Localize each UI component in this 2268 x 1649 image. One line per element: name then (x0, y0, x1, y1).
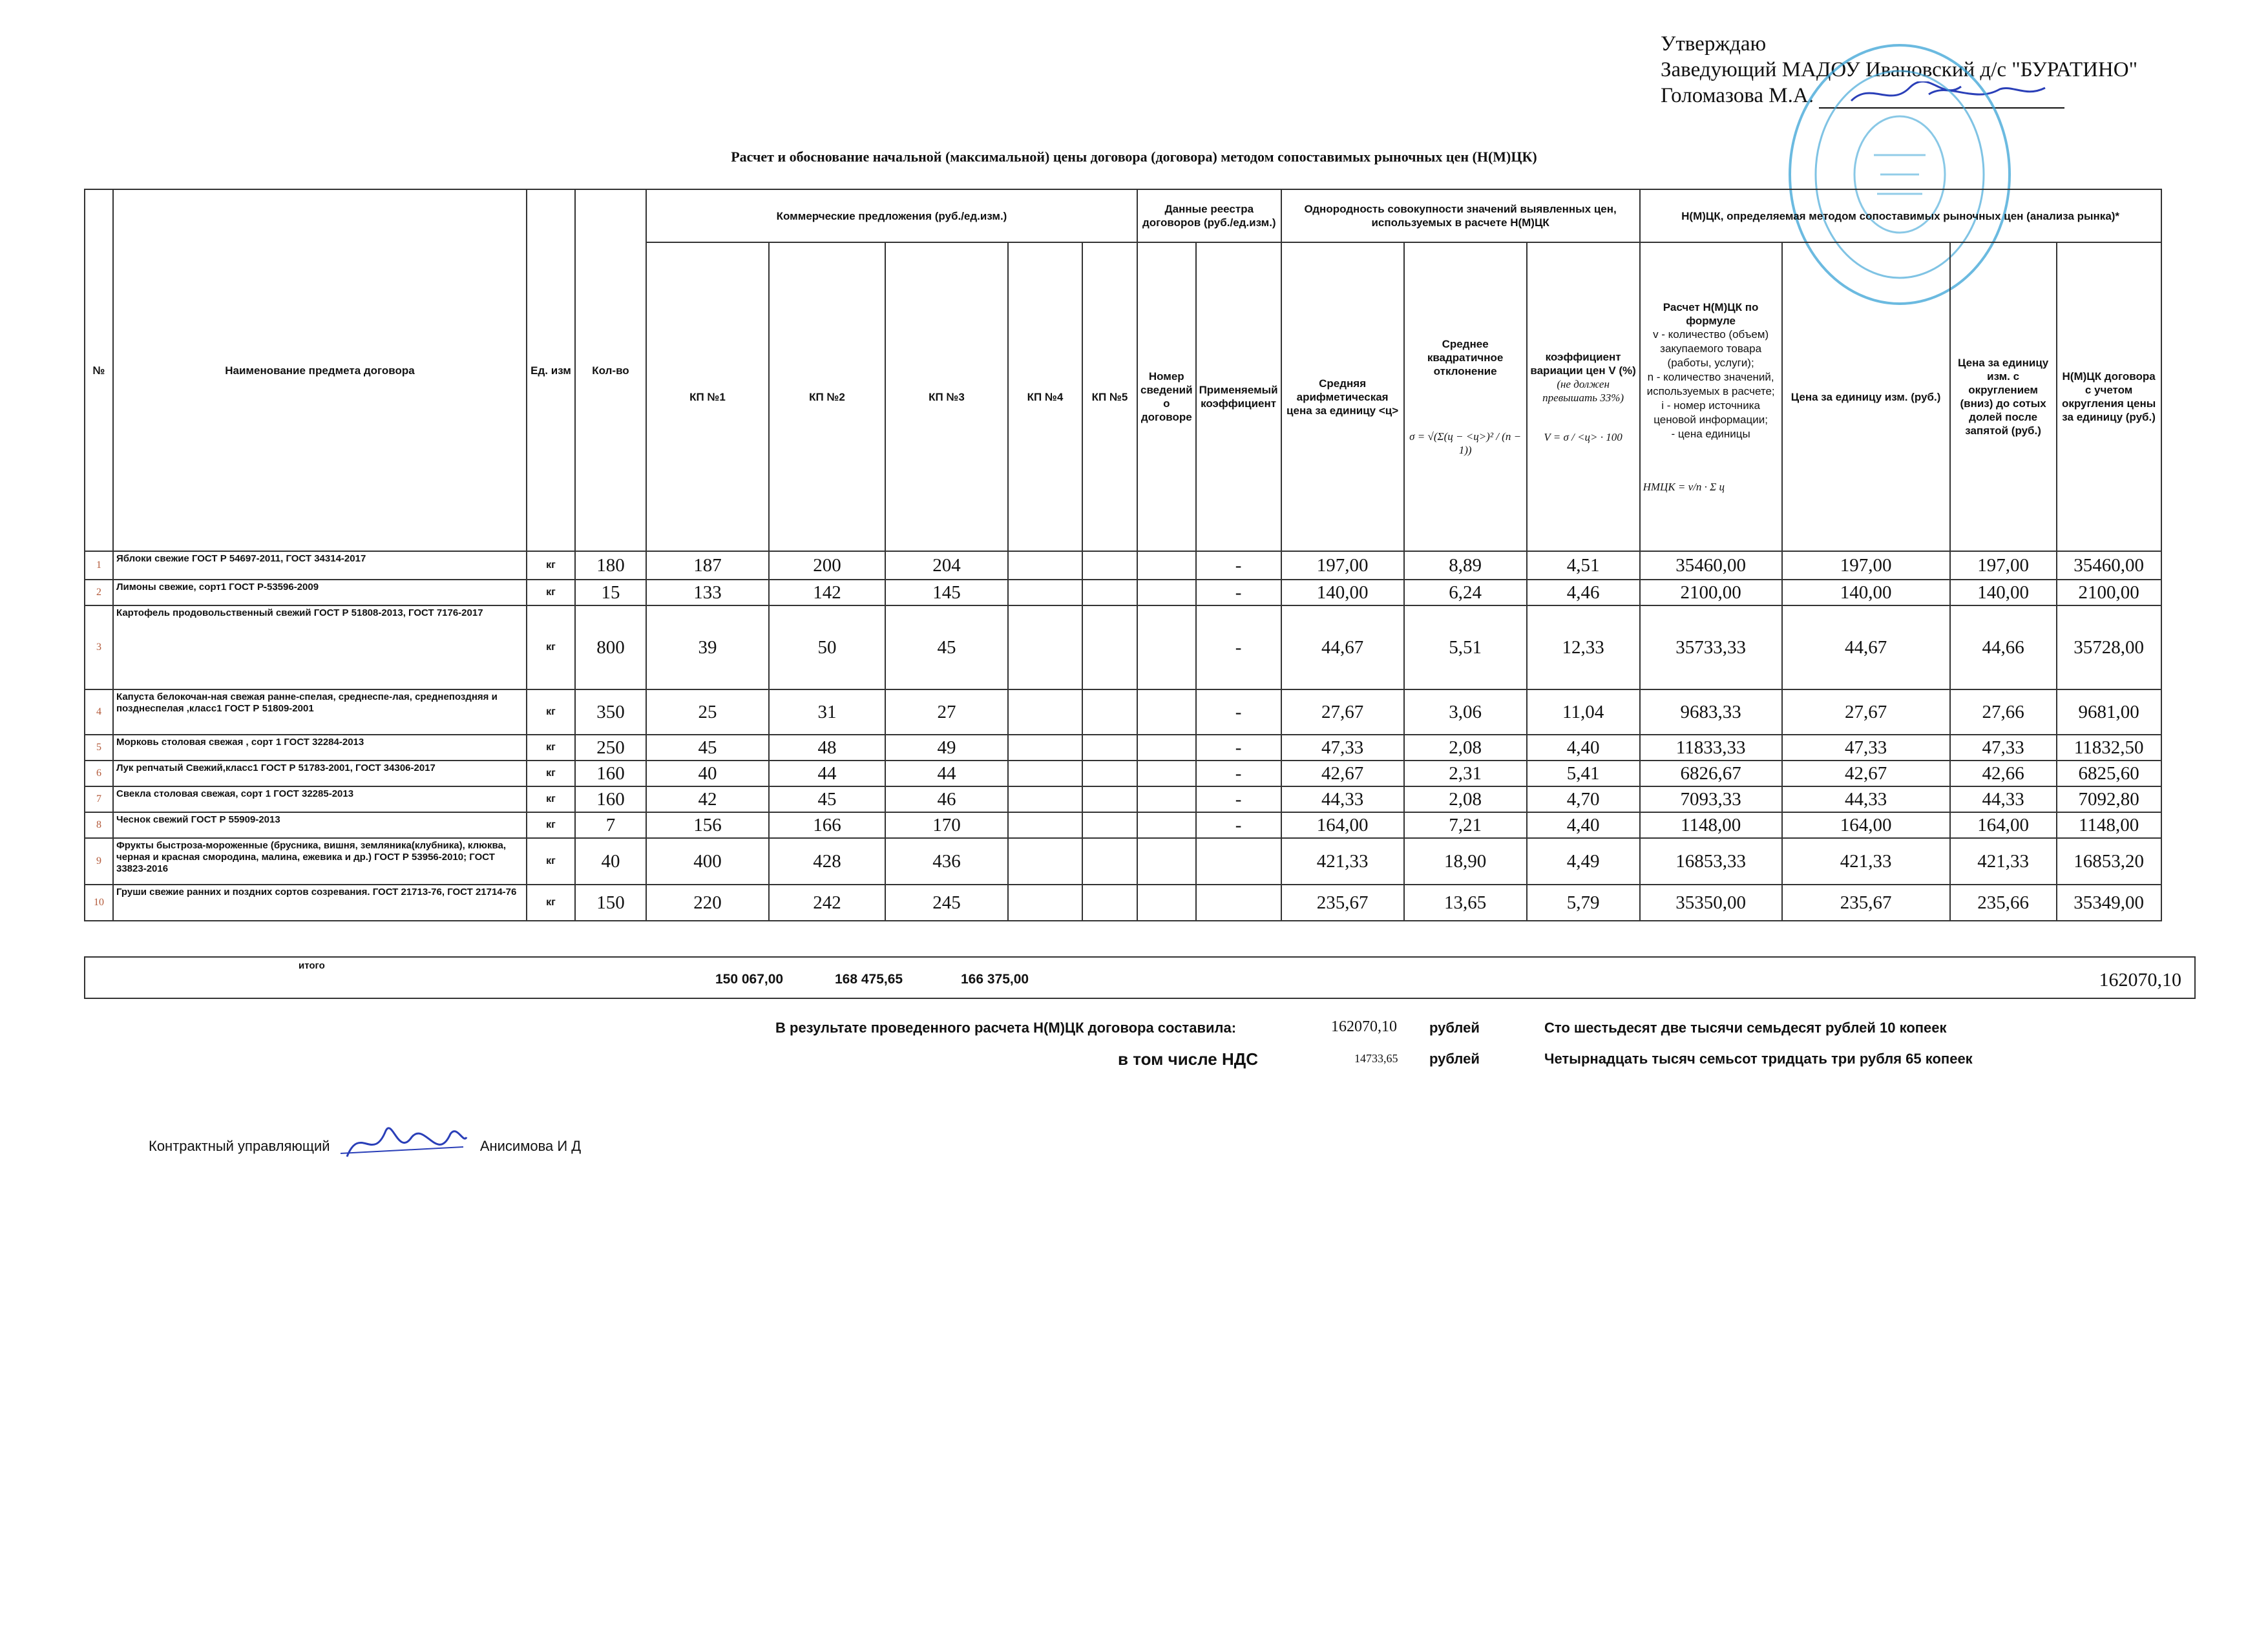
totals-label: итого (299, 960, 325, 971)
header-kp1: КП №1 (646, 242, 769, 551)
cell-unit: кг (527, 885, 575, 921)
cell-calc: 7093,33 (1640, 786, 1782, 812)
vat-words: Четырнадцать тысяч семьсот тридцать три рубля 65 копеек (1544, 1051, 1973, 1067)
cell-regnum (1137, 786, 1196, 812)
contract-manager-signature (341, 1118, 470, 1176)
cell-total: 1148,00 (2057, 812, 2161, 838)
result-words: Сто шестьдесят две тысячи семьдесят рублей 10 копеек (1544, 1020, 1947, 1036)
cell-v: 5,41 (1527, 761, 1640, 786)
header-variation (1527, 242, 1640, 551)
cell-kp3: 44 (885, 761, 1008, 786)
cell-kp4 (1008, 838, 1082, 885)
header-nmck-final: Н(М)ЦК договора с учетом округления цены за единицу (руб.) (2057, 242, 2161, 551)
header-kp3: КП №3 (885, 242, 1008, 551)
cell-regnum (1137, 735, 1196, 761)
cell-v: 4,40 (1527, 735, 1640, 761)
cell-sd: 6,24 (1404, 580, 1527, 605)
cell-name: Груши свежие ранних и поздних сортов созревания. ГОСТ 21713-76, ГОСТ 21714-76 (113, 885, 527, 921)
cell-qty: 160 (575, 761, 646, 786)
cell-kp5 (1082, 580, 1137, 605)
cell-qty: 800 (575, 605, 646, 689)
total-kp1: 150 067,00 (715, 972, 784, 987)
cell-coef: - (1196, 786, 1281, 812)
cell-kp3: 145 (885, 580, 1008, 605)
cell-coef: - (1196, 761, 1281, 786)
cell-sd: 7,21 (1404, 812, 1527, 838)
approval-line-1: Утверждаю (1661, 32, 1767, 56)
table-row (85, 812, 2161, 838)
cell-name: Лимоны свежие, сорт1 ГОСТ Р-53596-2009 (113, 580, 527, 605)
cell-coef: - (1196, 812, 1281, 838)
header-commercial: Коммерческие предложения (руб./ед.изм.) (646, 189, 1137, 242)
calc-formula: НМЦК = v/n · Σ ц (1643, 480, 1725, 493)
totals-row (84, 956, 2196, 999)
cell-pu: 44,67 (1782, 605, 1950, 689)
table-row (85, 885, 2161, 921)
cell-pr: 44,33 (1950, 786, 2057, 812)
cell-name: Морковь столовая свежая , сорт 1 ГОСТ 32284-2013 (113, 735, 527, 761)
cell-kp2: 242 (769, 885, 885, 921)
cell-kp2: 200 (769, 551, 885, 580)
cell-qty: 15 (575, 580, 646, 605)
cell-kp1: 25 (646, 689, 769, 735)
cell-kp4 (1008, 605, 1082, 689)
cell-pr: 140,00 (1950, 580, 2057, 605)
cell-n: 9 (85, 838, 113, 885)
cell-sd: 8,89 (1404, 551, 1527, 580)
cell-qty: 40 (575, 838, 646, 885)
cell-regnum (1137, 885, 1196, 921)
header-price-unit: Цена за единицу изм. (руб.) (1782, 242, 1950, 551)
cell-total: 2100,00 (2057, 580, 2161, 605)
cell-total: 35728,00 (2057, 605, 2161, 689)
cell-pu: 47,33 (1782, 735, 1950, 761)
cell-regnum (1137, 812, 1196, 838)
header-kp2: КП №2 (769, 242, 885, 551)
calc-note-2: n - количество значений, используемых в расчете; (1646, 370, 1775, 397)
cell-coef: - (1196, 551, 1281, 580)
cell-total: 6825,60 (2057, 761, 2161, 786)
cell-sd: 13,65 (1404, 885, 1527, 921)
cell-kp1: 40 (646, 761, 769, 786)
cell-coef (1196, 885, 1281, 921)
cell-kp3: 49 (885, 735, 1008, 761)
cell-v: 5,79 (1527, 885, 1640, 921)
cell-coef: - (1196, 605, 1281, 689)
cell-calc: 1148,00 (1640, 812, 1782, 838)
cell-v: 4,51 (1527, 551, 1640, 580)
cell-kp5 (1082, 605, 1137, 689)
cell-sd: 2,31 (1404, 761, 1527, 786)
cell-unit: кг (527, 735, 575, 761)
cell-kp2: 428 (769, 838, 885, 885)
total-grand: 162070,10 (2099, 969, 2181, 991)
header-stdev (1404, 242, 1527, 551)
header-variation-label: коэффициент вариации цен V (%) (1530, 350, 1636, 377)
cell-coef: - (1196, 689, 1281, 735)
cell-pr: 235,66 (1950, 885, 2057, 921)
cell-kp1: 400 (646, 838, 769, 885)
cell-v: 4,46 (1527, 580, 1640, 605)
table-row (85, 580, 2161, 605)
cell-coef: - (1196, 580, 1281, 605)
cell-calc: 35350,00 (1640, 885, 1782, 921)
cell-pr: 164,00 (1950, 812, 2057, 838)
table-row (85, 761, 2161, 786)
v-formula: V = σ / <ц> · 100 (1544, 430, 1622, 443)
cell-n: 2 (85, 580, 113, 605)
cell-qty: 180 (575, 551, 646, 580)
cell-kp4 (1008, 580, 1082, 605)
cell-pr: 27,66 (1950, 689, 2057, 735)
cell-kp2: 44 (769, 761, 885, 786)
result-currency: рублей (1429, 1020, 1480, 1036)
header-calc (1640, 242, 1782, 551)
cell-n: 1 (85, 551, 113, 580)
total-kp2: 168 475,65 (835, 972, 903, 987)
cell-calc: 6826,67 (1640, 761, 1782, 786)
cell-v: 11,04 (1527, 689, 1640, 735)
cell-v: 12,33 (1527, 605, 1640, 689)
cell-unit: кг (527, 761, 575, 786)
cell-total: 7092,80 (2057, 786, 2161, 812)
cell-kp4 (1008, 689, 1082, 735)
cell-mean: 235,67 (1281, 885, 1404, 921)
header-name: Наименование предмета договора (113, 189, 527, 551)
result-amount: 162070,10 (1331, 1018, 1397, 1035)
cell-kp5 (1082, 735, 1137, 761)
cell-kp1: 187 (646, 551, 769, 580)
cell-kp4 (1008, 812, 1082, 838)
cell-kp5 (1082, 885, 1137, 921)
header-registry-number: Номер сведений о договоре (1137, 242, 1196, 551)
cell-qty: 250 (575, 735, 646, 761)
cell-n: 4 (85, 689, 113, 735)
calc-note-4: - цена единицы (1671, 427, 1750, 440)
header-registry: Данные реестра договоров (руб./ед.изм.) (1137, 189, 1281, 242)
cell-unit: кг (527, 812, 575, 838)
approver-name: Голомазова М.А. (1661, 84, 1814, 107)
cell-regnum (1137, 551, 1196, 580)
cell-kp4 (1008, 735, 1082, 761)
cell-n: 6 (85, 761, 113, 786)
cell-n: 8 (85, 812, 113, 838)
cell-name: Фрукты быстроза-мороженные (брусника, вишня, земляника(клубника), клюква, черная и красная смородина, малина, ежевика и др.) ГОСТ Р 53956-2010; ГОСТ 33823-2016 (113, 838, 527, 885)
cell-kp3: 27 (885, 689, 1008, 735)
cell-pr: 197,00 (1950, 551, 2057, 580)
signature-block (149, 1118, 581, 1176)
cell-qty: 7 (575, 812, 646, 838)
cell-pu: 42,67 (1782, 761, 1950, 786)
cell-pu: 235,67 (1782, 885, 1950, 921)
cell-mean: 421,33 (1281, 838, 1404, 885)
cell-kp2: 166 (769, 812, 885, 838)
cell-unit: кг (527, 786, 575, 812)
header-no: № (85, 189, 113, 551)
cell-kp2: 50 (769, 605, 885, 689)
cell-mean: 197,00 (1281, 551, 1404, 580)
cell-n: 3 (85, 605, 113, 689)
cell-kp2: 45 (769, 786, 885, 812)
cell-kp1: 133 (646, 580, 769, 605)
cell-kp1: 45 (646, 735, 769, 761)
cell-total: 11832,50 (2057, 735, 2161, 761)
cell-kp5 (1082, 838, 1137, 885)
header-price-rounded: Цена за единицу изм. с округлением (вниз) до сотых долей после запятой (руб.) (1950, 242, 2057, 551)
cell-kp5 (1082, 761, 1137, 786)
table-row (85, 551, 2161, 580)
cell-kp2: 48 (769, 735, 885, 761)
cell-name: Картофель продовольственный свежий ГОСТ Р 51808-2013, ГОСТ 7176-2017 (113, 605, 527, 689)
cell-calc: 35460,00 (1640, 551, 1782, 580)
cell-sd: 18,90 (1404, 838, 1527, 885)
cell-kp4 (1008, 786, 1082, 812)
header-stdev-label: Среднее квадратичное отклонение (1427, 337, 1504, 377)
cell-pr: 47,33 (1950, 735, 2057, 761)
cell-v: 4,70 (1527, 786, 1640, 812)
page-title: Расчет и обоснование начальной (максимальной) цены договора (договора) методом сопоставимых рыночных цен (Н(М)ЦК) (731, 149, 1537, 165)
header-kp4: КП №4 (1008, 242, 1082, 551)
cell-mean: 140,00 (1281, 580, 1404, 605)
cell-name: Яблоки свежие ГОСТ Р 54697-2011, ГОСТ 34314-2017 (113, 551, 527, 580)
header-variation-note: (не должен превышать 33%) (1542, 377, 1624, 404)
cell-kp1: 156 (646, 812, 769, 838)
cell-n: 7 (85, 786, 113, 812)
cell-kp1: 42 (646, 786, 769, 812)
cell-name: Свекла столовая свежая, сорт 1 ГОСТ 32285-2013 (113, 786, 527, 812)
cell-total: 9681,00 (2057, 689, 2161, 735)
cell-pu: 44,33 (1782, 786, 1950, 812)
cell-pr: 421,33 (1950, 838, 2057, 885)
signature-role: Контрактный управляющий (149, 1137, 330, 1154)
cell-qty: 160 (575, 786, 646, 812)
cell-total: 35349,00 (2057, 885, 2161, 921)
cell-kp3: 170 (885, 812, 1008, 838)
header-mean: Средняя арифметическая цена за единицу <ц> (1281, 242, 1404, 551)
cell-regnum (1137, 605, 1196, 689)
cell-calc: 11833,33 (1640, 735, 1782, 761)
cell-pu: 164,00 (1782, 812, 1950, 838)
cell-name: Капуста белокочан-ная свежая ранне-спелая, среднеспе-лая, среднепоздняя и позднеспелая ,класс1 ГОСТ Р 51809-2001 (113, 689, 527, 735)
cell-v: 4,49 (1527, 838, 1640, 885)
cell-mean: 47,33 (1281, 735, 1404, 761)
cell-kp3: 245 (885, 885, 1008, 921)
cell-kp5 (1082, 689, 1137, 735)
cell-sd: 5,51 (1404, 605, 1527, 689)
cell-regnum (1137, 689, 1196, 735)
cell-sd: 2,08 (1404, 735, 1527, 761)
cell-mean: 42,67 (1281, 761, 1404, 786)
cell-kp5 (1082, 551, 1137, 580)
cell-coef (1196, 838, 1281, 885)
cell-qty: 350 (575, 689, 646, 735)
cell-kp2: 31 (769, 689, 885, 735)
vat-amount: 14733,65 (1354, 1052, 1398, 1065)
cell-kp5 (1082, 812, 1137, 838)
cell-pr: 44,66 (1950, 605, 2057, 689)
cell-regnum (1137, 838, 1196, 885)
cell-kp3: 204 (885, 551, 1008, 580)
cell-kp1: 39 (646, 605, 769, 689)
cell-unit: кг (527, 580, 575, 605)
cell-mean: 164,00 (1281, 812, 1404, 838)
table-row (85, 786, 2161, 812)
cell-sd: 2,08 (1404, 786, 1527, 812)
price-calculation-table (84, 189, 2162, 921)
header-homogeneity: Однородность совокупности значений выявленных цен, используемых в расчете Н(М)ЦК (1281, 189, 1640, 242)
cell-coef: - (1196, 735, 1281, 761)
cell-mean: 44,67 (1281, 605, 1404, 689)
cell-kp4 (1008, 551, 1082, 580)
cell-mean: 44,33 (1281, 786, 1404, 812)
cell-mean: 27,67 (1281, 689, 1404, 735)
total-kp3: 166 375,00 (961, 972, 1029, 987)
cell-pu: 421,33 (1782, 838, 1950, 885)
cell-v: 4,40 (1527, 812, 1640, 838)
vat-label: в том числе НДС (1118, 1049, 1259, 1069)
vat-currency: рублей (1429, 1051, 1480, 1067)
table-row (85, 605, 2161, 689)
approval-line-2: Заведующий МАДОУ Ивановский д/с "БУРАТИНО" (1661, 58, 2138, 81)
cell-unit: кг (527, 605, 575, 689)
cell-kp3: 46 (885, 786, 1008, 812)
header-qty: Кол-во (575, 189, 646, 551)
cell-pu: 27,67 (1782, 689, 1950, 735)
result-label: В результате проведенного расчета Н(М)ЦК договора составила: (775, 1020, 1237, 1036)
cell-kp2: 142 (769, 580, 885, 605)
cell-pu: 197,00 (1782, 551, 1950, 580)
table-body (85, 551, 2161, 921)
cell-name: Чеснок свежий ГОСТ Р 55909-2013 (113, 812, 527, 838)
header-registry-coefficient: Применяемый коэффициент (1196, 242, 1281, 551)
cell-n: 5 (85, 735, 113, 761)
cell-regnum (1137, 580, 1196, 605)
cell-calc: 2100,00 (1640, 580, 1782, 605)
cell-total: 35460,00 (2057, 551, 2161, 580)
cell-total: 16853,20 (2057, 838, 2161, 885)
cell-calc: 16853,33 (1640, 838, 1782, 885)
header-unit: Ед. изм (527, 189, 575, 551)
cell-kp3: 436 (885, 838, 1008, 885)
signature-name: Анисимова И Д (479, 1137, 582, 1154)
cell-calc: 9683,33 (1640, 689, 1782, 735)
table-row (85, 735, 2161, 761)
calc-note-3: i - номер источника ценовой информации; (1654, 399, 1768, 426)
cell-pr: 42,66 (1950, 761, 2057, 786)
cell-sd: 3,06 (1404, 689, 1527, 735)
cell-kp3: 45 (885, 605, 1008, 689)
table-row (85, 689, 2161, 735)
header-calc-label: Расчет Н(М)ЦК по формуле (1663, 300, 1759, 327)
calc-note-1: v - количество (объем) закупаемого товара (работы, услуги); (1653, 328, 1769, 369)
cell-kp1: 220 (646, 885, 769, 921)
header-nmck-group: Н(М)ЦК, определяемая методом сопоставимых рыночных цен (анализа рынка)* (1640, 189, 2161, 242)
sigma-formula: σ = √(Σ(ц − <ц>)² / (n − 1)) (1409, 430, 1522, 456)
cell-regnum (1137, 761, 1196, 786)
cell-n: 10 (85, 885, 113, 921)
cell-calc: 35733,33 (1640, 605, 1782, 689)
cell-unit: кг (527, 689, 575, 735)
cell-pu: 140,00 (1782, 580, 1950, 605)
header-kp5: КП №5 (1082, 242, 1137, 551)
cell-kp4 (1008, 761, 1082, 786)
cell-kp4 (1008, 885, 1082, 921)
cell-kp5 (1082, 786, 1137, 812)
cell-qty: 150 (575, 885, 646, 921)
cell-unit: кг (527, 838, 575, 885)
table-row (85, 838, 2161, 885)
cell-unit: кг (527, 551, 575, 580)
cell-name: Лук репчатый Свежий,класс1 ГОСТ Р 51783-2001, ГОСТ 34306-2017 (113, 761, 527, 786)
